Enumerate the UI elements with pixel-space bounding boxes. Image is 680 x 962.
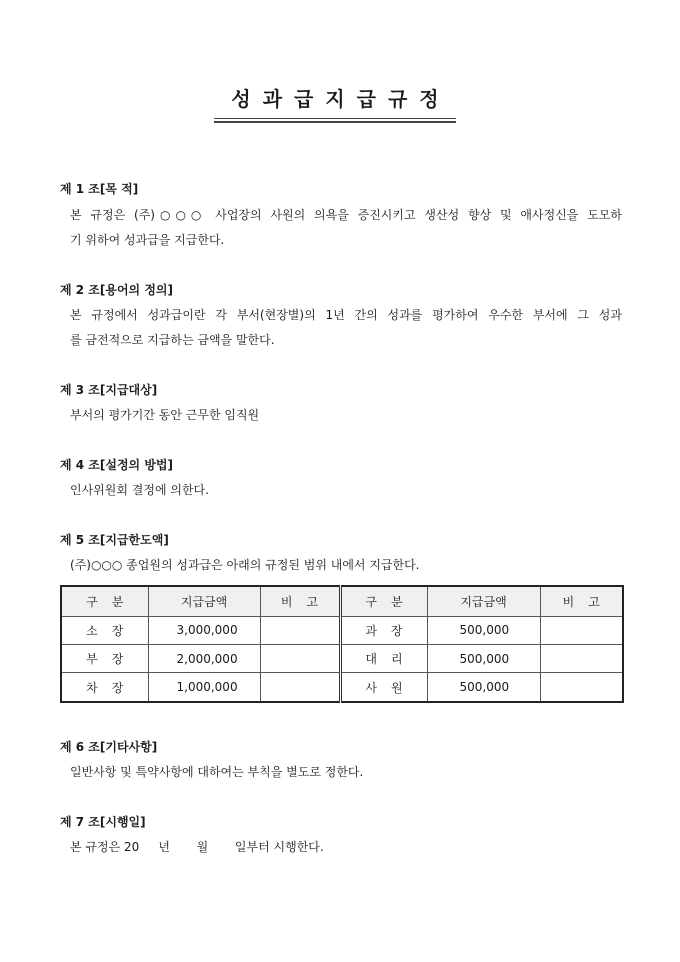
table-header-row xyxy=(61,586,623,616)
table-cell-amount: 500,000 xyxy=(427,673,540,702)
table-row xyxy=(61,616,623,644)
article-1-line-1: 본 규정은 (주)○○○ 사업장의 사원의 의욕을 증진시키고 생산성 향상 및 애사정신을 도모하 xyxy=(70,208,622,222)
article-3-line-1: 부서의 평가기간 동안 근무한 임직원 xyxy=(70,408,260,422)
table-cell-note xyxy=(540,616,623,644)
article-2-line-1: 본 규정에서 성과급이란 각 부서(현장별)의 1년 간의 성과를 평가하여 우수한 부서에 그 성과 xyxy=(70,308,622,322)
table-cell-note xyxy=(260,616,340,644)
article-1-heading: 제 1 조[목 적] xyxy=(60,182,139,196)
table-cell-amount: 500,000 xyxy=(427,645,540,673)
document-title: 성과급지급규정 xyxy=(231,87,451,111)
article-6-heading: 제 6 조[기타사항] xyxy=(60,740,158,754)
table-header-cell: 지급금액 xyxy=(427,586,540,616)
article-4-line-1: 인사위원회 결정에 의한다. xyxy=(70,483,209,497)
article-7-heading: 제 7 조[시행일] xyxy=(60,815,146,829)
table-cell-position: 차장 xyxy=(61,673,148,702)
table-cell-position: 부장 xyxy=(61,645,148,673)
table-header-cell: 구분 xyxy=(61,586,148,616)
table-cell-note xyxy=(540,673,623,702)
table-cell-amount: 500,000 xyxy=(427,616,540,644)
table-header-cell: 지급금액 xyxy=(148,586,260,616)
table-cell-note xyxy=(260,645,340,673)
article-2-heading: 제 2 조[용어의 정의] xyxy=(60,283,173,297)
table-cell-amount: 1,000,000 xyxy=(148,673,260,702)
title-underline xyxy=(214,118,456,119)
table-header-cell: 비고 xyxy=(540,586,623,616)
table-header-cell: 비고 xyxy=(260,586,340,616)
table-cell-position: 과장 xyxy=(340,616,427,644)
article-5-heading: 제 5 조[지급한도액] xyxy=(60,533,169,547)
table-cell-amount: 2,000,000 xyxy=(148,645,260,673)
table-row xyxy=(61,673,623,702)
article-1-line-2: 기 위하여 성과급을 지급한다. xyxy=(70,233,225,247)
article-5-line-1: (주)○○○ 종업원의 성과급은 아래의 규정된 범위 내에서 지급한다. xyxy=(70,558,420,572)
article-3-heading: 제 3 조[지급대상] xyxy=(60,383,158,397)
article-6-line-1: 일반사항 및 특약사항에 대하여는 부칙을 별도로 정한다. xyxy=(70,765,364,779)
table-cell-note xyxy=(260,673,340,702)
table-cell-position: 사원 xyxy=(340,673,427,702)
table-row xyxy=(61,645,623,673)
pay-limit-table xyxy=(60,585,624,703)
table-cell-position: 대리 xyxy=(340,645,427,673)
title-block xyxy=(214,84,456,124)
table-cell-position: 소장 xyxy=(61,616,148,644)
article-2-line-2: 를 금전적으로 지급하는 금액을 말한다. xyxy=(70,333,275,347)
title-underline-thick xyxy=(214,121,456,123)
table-header-cell: 구분 xyxy=(340,586,427,616)
table-cell-note xyxy=(540,645,623,673)
table-cell-amount: 3,000,000 xyxy=(148,616,260,644)
article-7-line-1: 본 규정은 20 년 월 일부터 시행한다. xyxy=(70,840,324,854)
article-4-heading: 제 4 조[설정의 방법] xyxy=(60,458,173,472)
